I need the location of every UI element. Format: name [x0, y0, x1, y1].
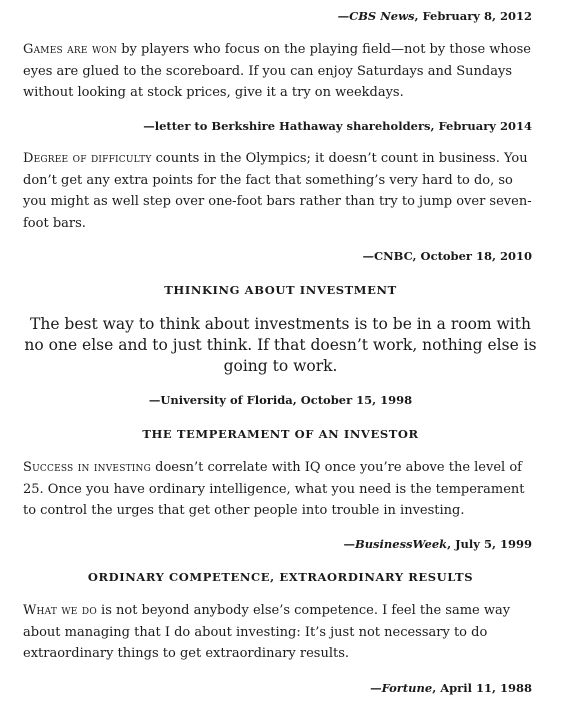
- section-heading-thinking: THINKING ABOUT INVESTMENT: [164, 283, 397, 297]
- section-heading-temperament: THE TEMPERAMENT OF AN INVESTOR: [142, 427, 419, 441]
- source-fortune: —Fortune, April 11, 1988: [370, 681, 532, 695]
- source-berkshire-letter: —letter to Berkshire Hathaway shareholders, February 2014: [143, 119, 532, 133]
- lead-in: What we do: [23, 603, 97, 618]
- source-university-of-florida: —University of Florida, October 15, 1998: [148, 393, 413, 407]
- quote-success-in-investing: Success in investing doesn’t correlate with IQ once you’re above the level of 25. Once you have ordinary intelligence, what you need is the temperament to control the urges that get other people into trouble in investing.: [23, 460, 525, 519]
- source-cbs-news: —CBS News, February 8, 2012: [337, 9, 532, 23]
- quote-what-we-do: What we do is not beyond anybody else’s competence. I feel the same way about managing that I do about investing: It’s just not necessary to do extraordinary things to get extraordinary results.: [23, 603, 511, 662]
- lead-in: Success in investing: [23, 460, 151, 475]
- source-businessweek: —BusinessWeek, July 5, 1999: [343, 537, 532, 551]
- quote-degree-of-difficulty: Degree of difficulty counts in the Olympics; it doesn’t count in business. You don’t get any extra points for the fact that something’s very hard to do, so you might as well step over one-foot bars rather than try to jump over seven-foot bars.: [23, 151, 532, 232]
- source-cnbc: —CNBC, October 18, 2010: [362, 249, 532, 263]
- quote-best-way-to-think: The best way to think about investments is to be in a room with no one else and to just think. If that doesn’t work, nothing else is going to work.: [24, 315, 537, 375]
- lead-in: Degree of difficulty: [23, 151, 152, 166]
- section-heading-ordinary-competence: ORDINARY COMPETENCE, EXTRAORDINARY RESULTS: [87, 570, 474, 584]
- lead-in: Games are won: [23, 42, 118, 57]
- quote-games-are-won: Games are won by players who focus on the playing field—not by those whose eyes are glued to the scoreboard. If you can enjoy Saturdays and Sundays without looking at stock prices, give it a try on weekdays.: [23, 42, 531, 101]
